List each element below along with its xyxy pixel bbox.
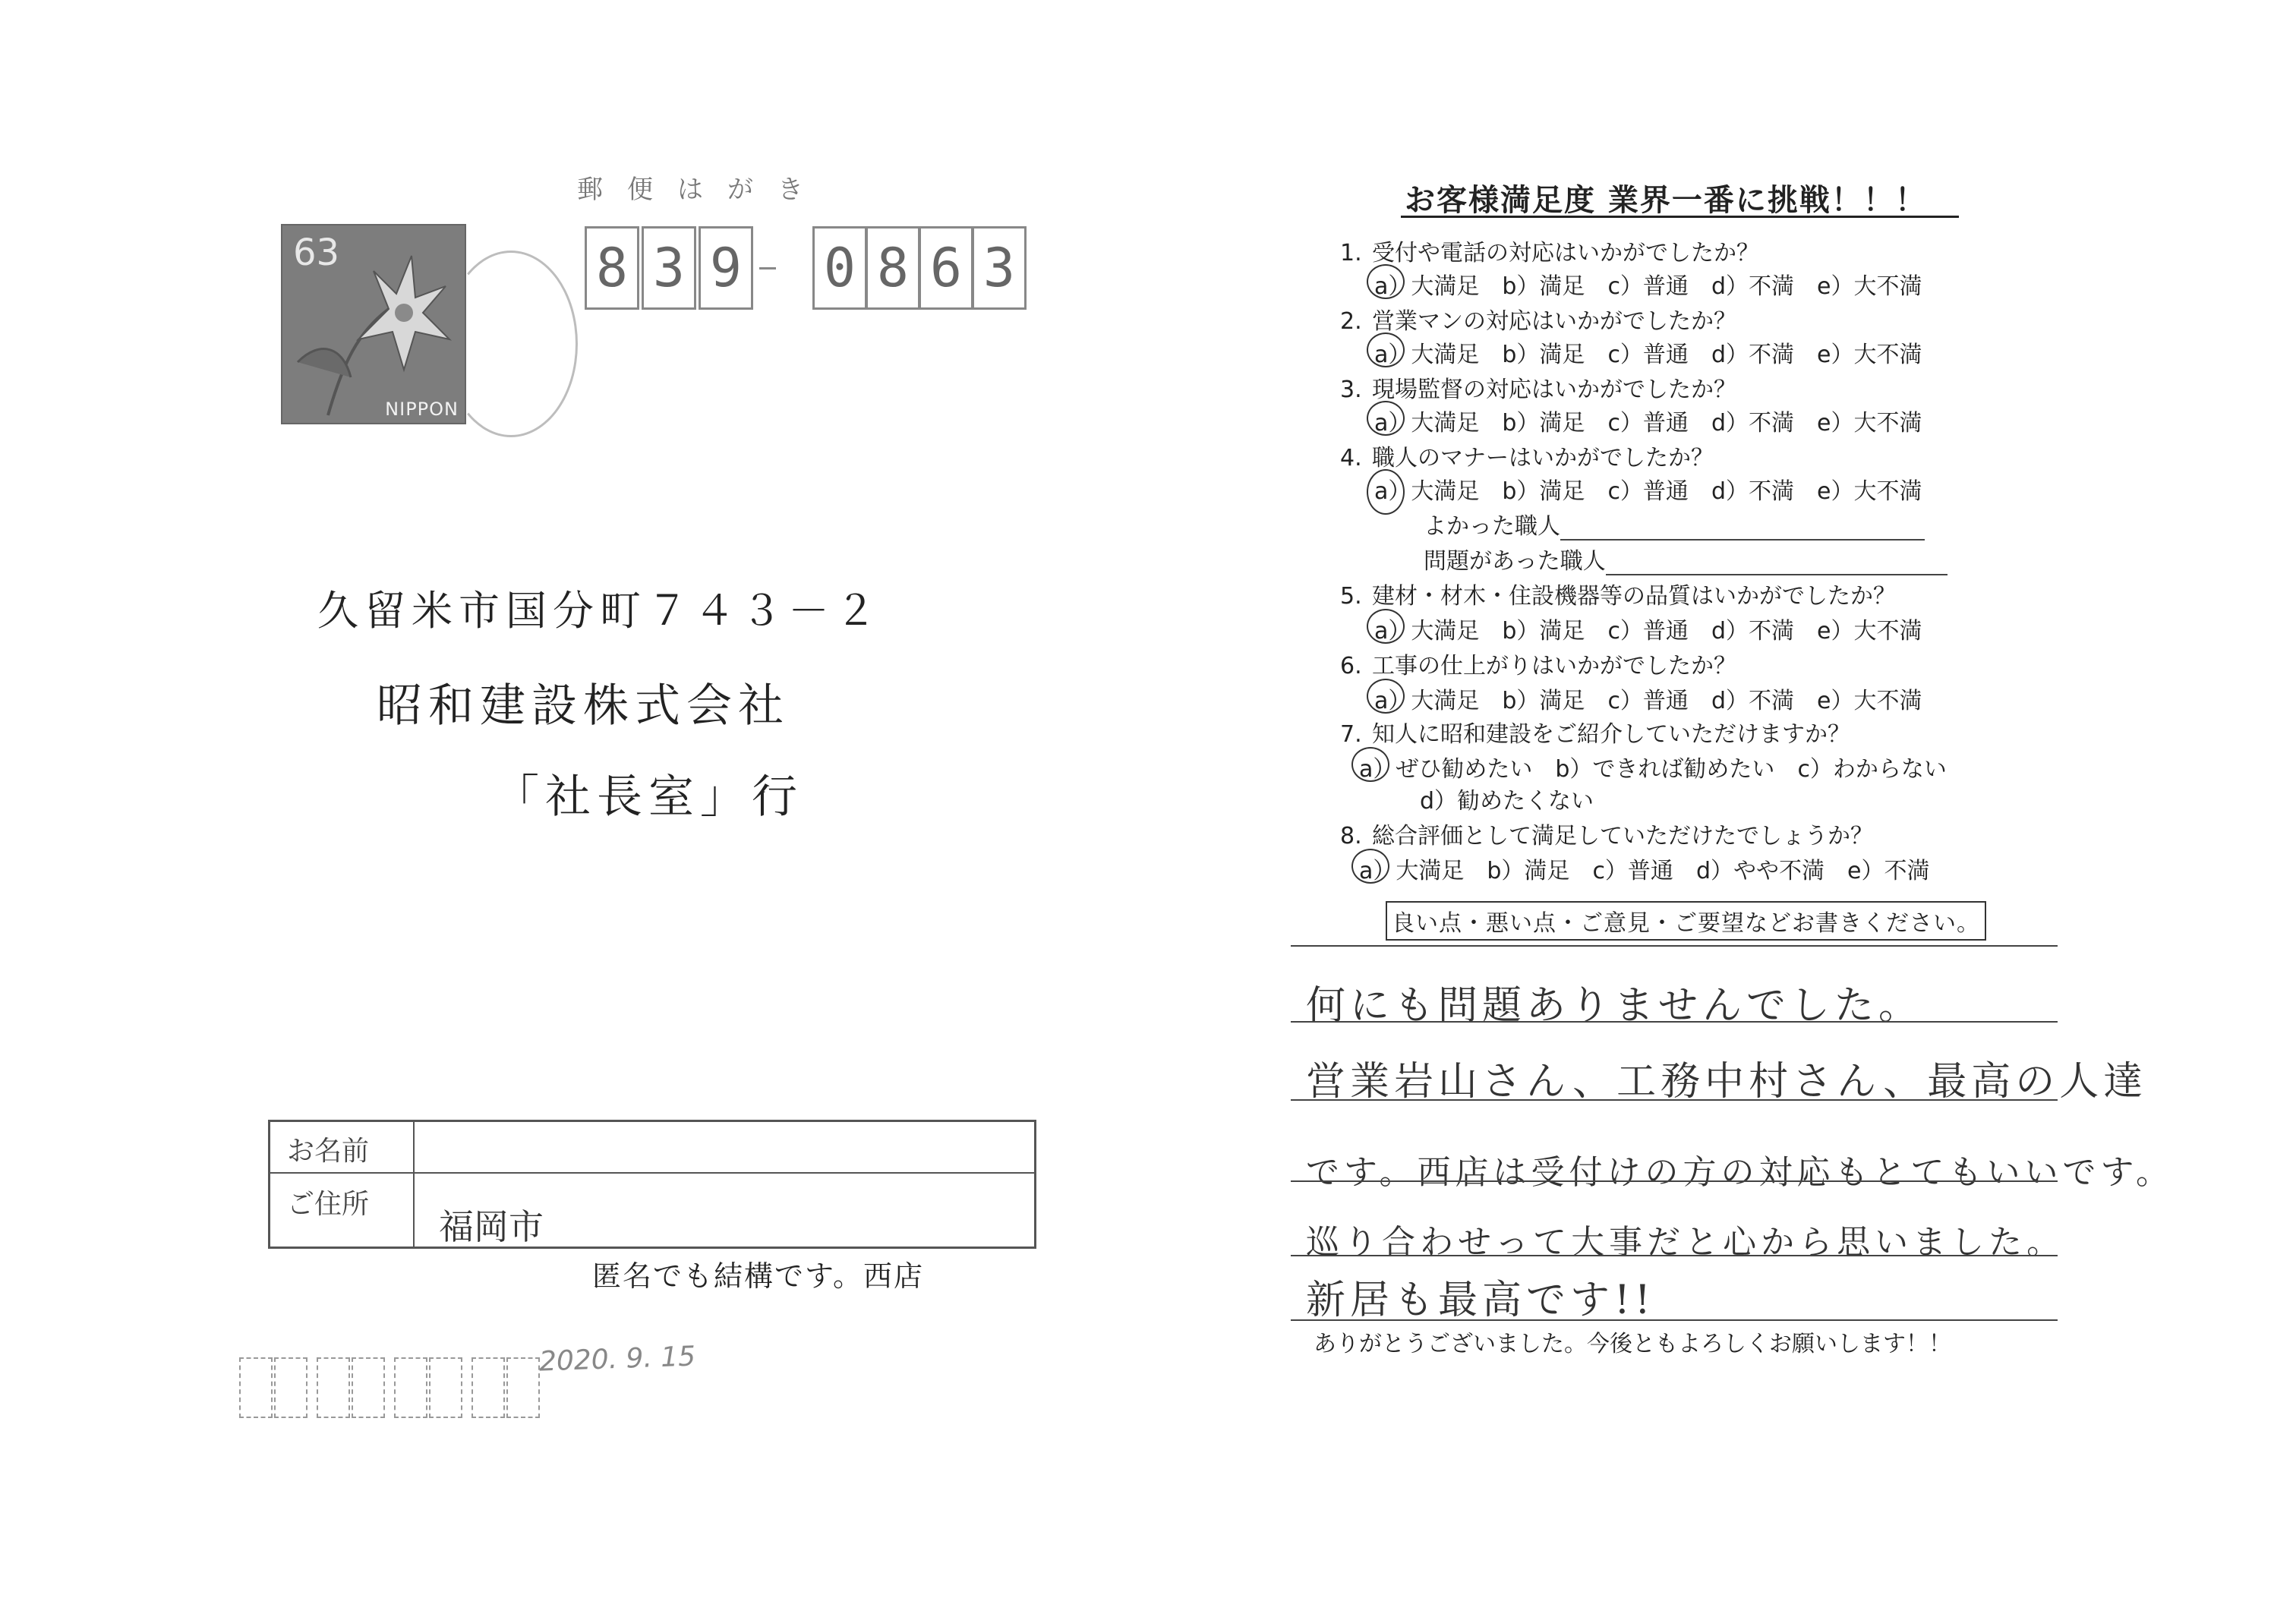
sender-table [268, 1120, 1036, 1249]
choice-b[interactable]: b）満足 [1502, 342, 1585, 368]
choice-a[interactable]: a）大満足 [1374, 618, 1480, 645]
question-text: 知人に昭和建設をご紹介していただけますか？ [1372, 721, 1850, 748]
postmark [444, 251, 578, 437]
choice-b[interactable]: b）満足 [1502, 688, 1585, 714]
choice-e[interactable]: e）大不満 [1816, 618, 1922, 645]
comment-text-4: 巡り合わせって大事だと心から思いました。 [1306, 1223, 2065, 1262]
choice-e[interactable]: e）不満 [1847, 858, 1930, 884]
dashed-box [352, 1357, 385, 1418]
choice-a[interactable]: a）大満足 [1374, 273, 1480, 300]
good-craftsman-label: よかった職人 [1424, 513, 1560, 540]
selection-circle [1367, 469, 1405, 515]
dashed-box [239, 1357, 273, 1418]
choice-b[interactable]: b）満足 [1502, 410, 1585, 437]
selection-circle [1351, 849, 1389, 884]
thank-you-note: ありがとうございました。今後ともよろしくお願いします！！ [1314, 1331, 1951, 1357]
handwritten-date: 2020. 9. 15 [538, 1341, 696, 1378]
zip-digit-2: 3 [642, 226, 696, 310]
dashed-box [472, 1357, 505, 1418]
choices-q4 [1374, 472, 1944, 506]
comment-line [1291, 1255, 2058, 1256]
stamp-country: NIPPON [385, 399, 459, 420]
choice-b[interactable]: b）満足 [1502, 618, 1585, 645]
question-text: 受付や電話の対応はいかがでしたか？ [1372, 240, 1759, 266]
sender-table-column-divider [413, 1122, 415, 1247]
comment-text-2: 営業岩山さん、工務中村さん、最高の人達 [1306, 1059, 2148, 1105]
choice-c[interactable]: c）普通 [1607, 342, 1689, 368]
choice-c[interactable]: c）普通 [1607, 618, 1689, 645]
choice-b[interactable]: b）満足 [1502, 478, 1585, 505]
question-text: 職人のマナーはいかがでしたか？ [1372, 445, 1714, 471]
comment-line [1291, 1099, 2058, 1101]
choice-e[interactable]: e）大不満 [1816, 342, 1922, 368]
dashed-box [506, 1357, 540, 1418]
question-text: 建材・材木・住設機器等の品質はいかがでしたか？ [1372, 583, 1896, 610]
choice-c[interactable]: c）普通 [1592, 858, 1673, 884]
choice-d[interactable]: d）不満 [1711, 478, 1794, 505]
choice-c[interactable]: c）わからない [1797, 756, 1947, 783]
sender-table-divider [270, 1172, 1034, 1174]
comment-line [1291, 1180, 2058, 1182]
comment-text-1: 何にも問題ありませんでした。 [1306, 983, 1923, 1029]
choice-c[interactable]: c）普通 [1607, 273, 1689, 300]
question-7 [1340, 715, 1850, 749]
stamp-value: 63 [293, 232, 340, 274]
choices-q7 [1359, 750, 1970, 783]
question-5 [1340, 577, 1896, 610]
comment-label: 良い点・悪い点・ご意見・ご要望などお書きください。 [1386, 901, 1986, 941]
choice-a[interactable]: a）大満足 [1374, 478, 1480, 505]
question-1 [1340, 234, 1759, 267]
choices-q3 [1374, 404, 1944, 437]
selection-circle [1367, 679, 1405, 714]
zip-digit-1: 8 [585, 226, 639, 310]
problem-craftsman-row [1424, 542, 1948, 575]
choices-q7-row2 [1420, 782, 1616, 815]
question-text: 営業マンの対応はいかがでしたか？ [1372, 308, 1736, 335]
selection-circle [1367, 401, 1405, 436]
question-4 [1340, 439, 1714, 472]
choice-c[interactable]: c）普通 [1607, 688, 1689, 714]
question-number: 4. [1340, 445, 1362, 471]
question-number: 3. [1340, 377, 1362, 403]
choices-q8 [1359, 852, 1952, 885]
dashed-box [274, 1357, 308, 1418]
choice-d[interactable]: d）不満 [1711, 688, 1794, 714]
sender-address-label: ご住所 [287, 1189, 370, 1220]
problem-craftsman-label: 問題があった職人 [1424, 548, 1606, 575]
zip-digit-4: 0 [812, 226, 867, 310]
zip-digit-6: 6 [919, 226, 973, 310]
choice-a[interactable]: a）大満足 [1374, 342, 1480, 368]
choice-e[interactable]: e）大不満 [1816, 273, 1922, 300]
question-6 [1340, 647, 1736, 680]
question-8 [1340, 817, 1873, 850]
comment-text-5: 新居も最高です!! [1306, 1278, 1655, 1323]
question-text: 現場監督の対応はいかがでしたか？ [1372, 377, 1736, 403]
question-number: 1. [1340, 240, 1362, 266]
problem-craftsman-field[interactable] [1606, 551, 1948, 575]
postage-stamp [281, 224, 466, 424]
comment-text-3: です。西店は受付けの方の対応もとてもいいです。 [1306, 1153, 2174, 1192]
choice-d[interactable]: d）不満 [1711, 342, 1794, 368]
question-2 [1340, 302, 1736, 336]
survey-title: お客様満足度 業界一番に挑戦！！！ [1405, 183, 1927, 218]
question-text: 工事の仕上がりはいかがでしたか？ [1372, 653, 1736, 679]
choice-e[interactable]: e）大不満 [1816, 478, 1922, 505]
dashed-box [429, 1357, 462, 1418]
sender-name-label: お名前 [287, 1136, 370, 1167]
choice-d[interactable]: d）勧めたくない [1420, 788, 1594, 815]
good-craftsman-field[interactable] [1560, 516, 1925, 541]
choices-q1 [1374, 267, 1944, 301]
zip-separator [759, 267, 776, 269]
recipient-company: 昭和建設株式会社 [377, 679, 790, 733]
question-number: 8. [1340, 823, 1362, 849]
choices-q2 [1374, 336, 1944, 369]
dashed-box [317, 1357, 350, 1418]
choice-b[interactable]: b）満足 [1502, 273, 1585, 300]
recipient-department: 「社長室」行 [494, 771, 803, 824]
comment-line [1291, 1319, 2058, 1321]
comment-line [1291, 1021, 2058, 1023]
choice-e[interactable]: e）大不満 [1816, 410, 1922, 437]
choice-a[interactable]: a）大満足 [1374, 410, 1480, 437]
question-text: 総合評価として満足していただけたでしょうか？ [1372, 823, 1873, 849]
comment-line [1291, 945, 2058, 947]
title-underline [1401, 216, 1959, 218]
choice-d[interactable]: d）不満 [1711, 273, 1794, 300]
zip-digit-3: 9 [699, 226, 753, 310]
question-number: 5. [1340, 583, 1362, 610]
selection-circle [1367, 264, 1405, 299]
choice-a[interactable]: a）大満足 [1374, 688, 1480, 714]
recipient-address: 久留米市国分町７４３－２ [317, 587, 882, 635]
good-craftsman-row [1424, 507, 1925, 541]
question-number: 2. [1340, 308, 1362, 335]
zip-digit-5: 8 [866, 226, 920, 310]
choices-q5 [1374, 612, 1944, 645]
selection-circle [1351, 747, 1389, 782]
selection-circle [1367, 609, 1405, 644]
choice-d[interactable]: d）やや不満 [1695, 858, 1824, 884]
choice-e[interactable]: e）大不満 [1816, 688, 1922, 714]
choices-q6 [1374, 682, 1944, 715]
choice-d[interactable]: d）不満 [1711, 410, 1794, 437]
anonymous-note: 匿名でも結構です。西店 [592, 1259, 924, 1293]
dashed-number-boxes [239, 1357, 541, 1417]
choice-b[interactable]: b）できれば勧めたい [1555, 756, 1775, 783]
choice-a[interactable]: a）ぜひ勧めたい [1359, 756, 1533, 783]
choice-b[interactable]: b）満足 [1487, 858, 1570, 884]
dashed-box [394, 1357, 427, 1418]
choice-c[interactable]: c）普通 [1607, 478, 1689, 505]
choice-a[interactable]: a）大満足 [1359, 858, 1465, 884]
question-number: 7. [1340, 721, 1362, 748]
choice-d[interactable]: d）不満 [1711, 618, 1794, 645]
sender-address-value: 福岡市 [439, 1206, 544, 1247]
question-number: 6. [1340, 653, 1362, 679]
zip-digit-7: 3 [972, 226, 1027, 310]
postcard-label: 郵便はがき [577, 175, 828, 205]
choice-c[interactable]: c）普通 [1607, 410, 1689, 437]
selection-circle [1367, 333, 1405, 367]
question-3 [1340, 370, 1736, 404]
